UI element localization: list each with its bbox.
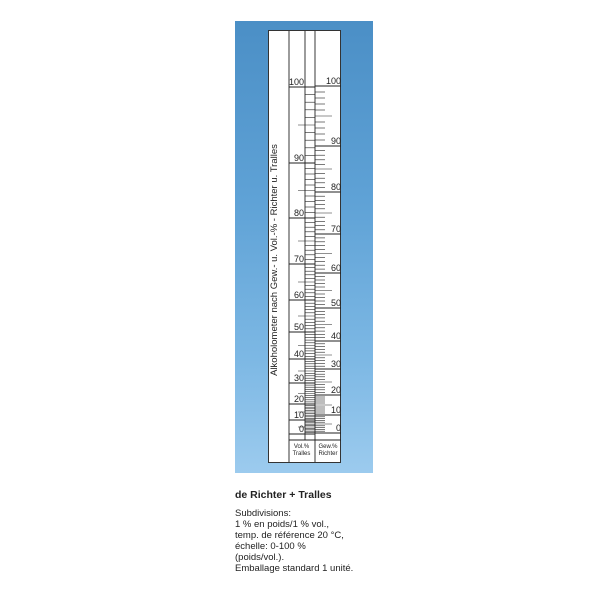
left-scale-label: 20	[293, 394, 304, 404]
right-scale-label: 50	[330, 298, 341, 308]
right-scale-label: 20	[330, 385, 341, 395]
right-footer-name: Richter	[318, 451, 338, 457]
right-scale-label: 60	[330, 263, 341, 273]
left-scale-label: 70	[293, 254, 304, 264]
right-scale-label: 30	[330, 359, 341, 369]
right-scale-label: 10	[330, 405, 341, 415]
right-scale-label: 0	[335, 423, 341, 433]
right-scale-label: 80	[330, 182, 341, 192]
right-scale-label: 40	[330, 331, 341, 341]
caption-line: Emballage standard 1 unité.	[235, 563, 354, 574]
caption-title: de Richter + Tralles	[235, 489, 332, 501]
caption-line: échelle: 0-100 %	[235, 541, 306, 552]
left-scale-label: 90	[293, 153, 304, 163]
right-scale-footer	[315, 444, 341, 458]
left-scale-footer	[289, 444, 314, 458]
caption-line: temp. de référence 20 °C,	[235, 530, 344, 541]
caption-line: Subdivisions:	[235, 508, 291, 519]
left-footer-name: Tralles	[292, 451, 311, 457]
left-scale-label: 10	[293, 410, 304, 420]
right-scale-label: 70	[330, 224, 341, 234]
left-footer-unit: Vol.%	[293, 444, 310, 450]
left-scale-label: 60	[293, 290, 304, 300]
left-scale-label: 30	[293, 373, 304, 383]
left-scale-label: 100	[288, 77, 304, 87]
caption-line: 1 % en poids/1 % vol.,	[235, 519, 329, 530]
left-scale-label: 0	[298, 424, 304, 434]
left-scale-label: 40	[293, 349, 304, 359]
scale-side-title: Alkoholometer nach Gew.- u. Vol.-% - Richter u. Tralles	[269, 144, 280, 376]
right-footer-unit: Gew.%	[318, 444, 338, 450]
left-scale-label: 50	[293, 322, 304, 332]
left-scale-label: 80	[293, 208, 304, 218]
right-scale-label: 100	[325, 76, 341, 86]
right-scale-label: 90	[330, 136, 341, 146]
caption-line: (poids/vol.).	[235, 552, 285, 563]
product-caption	[235, 489, 535, 574]
